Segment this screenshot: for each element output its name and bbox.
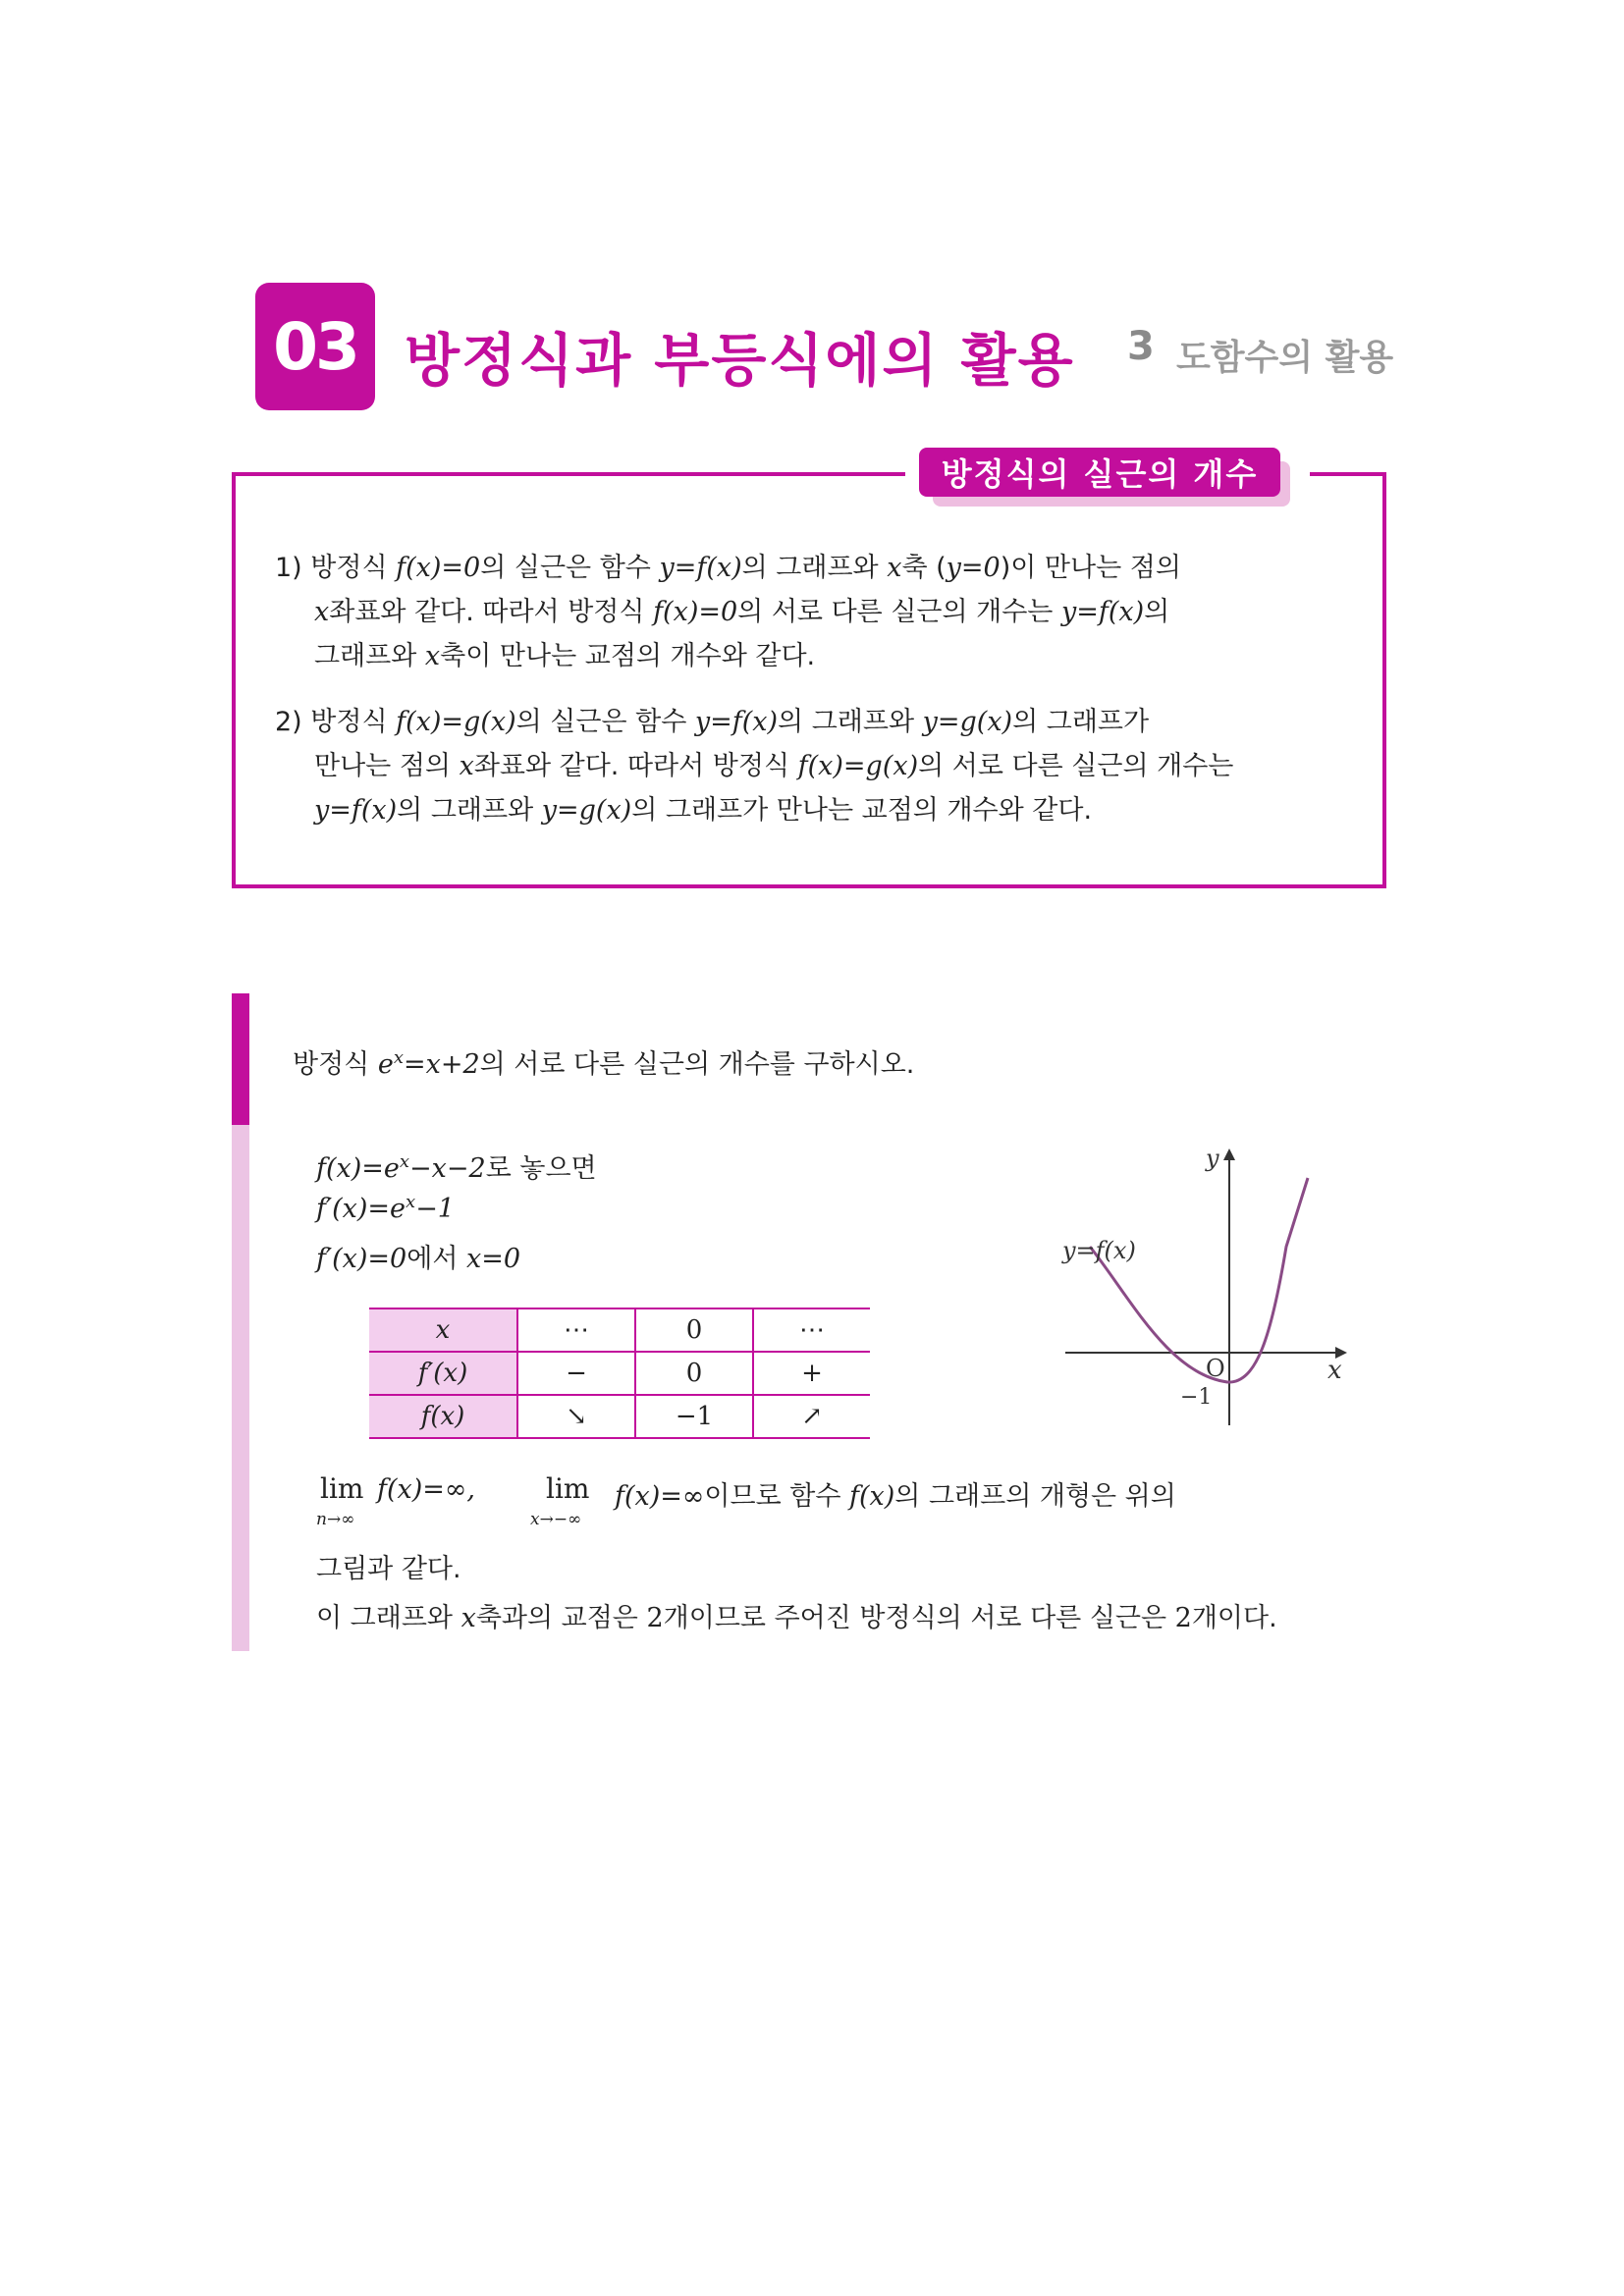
function-graph: [1060, 1139, 1355, 1433]
concept-item1-line2: x좌표와 같다. 따라서 방정식 f(x)=0의 서로 다른 실근의 개수는 y=f(x)의: [314, 597, 1170, 627]
limit1-expression: f(x)=∞,: [377, 1474, 475, 1505]
section-number-badge: 03: [255, 283, 375, 410]
limit2-bottom: x→−∞: [530, 1510, 582, 1529]
problem-statement: 방정식 $e^x=x+2$의 서로 다른 실근의 개수를 구하시오.: [293, 1047, 915, 1080]
curve-label: y=f(x): [1062, 1237, 1136, 1264]
chapter-number: 3: [1127, 324, 1155, 369]
y-axis-label: y: [1206, 1145, 1219, 1172]
concept-item2-line2: 만나는 점의 x좌표와 같다. 따라서 방정식 f(x)=g(x)의 서로 다른 실근의 개수는: [314, 751, 1234, 781]
limit-statement: f(x)=∞이므로 함수 f(x)의 그래프의 개형은 위의: [615, 1481, 1176, 1512]
solution-line3: f′(x)=0에서 x=0: [316, 1244, 521, 1274]
limit2-top: lim: [546, 1472, 590, 1505]
limit1-top: lim: [320, 1472, 364, 1505]
solution-figure-line: 그림과 같다.: [316, 1554, 461, 1584]
concept-tag: 방정식의 실근의 개수: [919, 448, 1280, 497]
solution-conclusion: 이 그래프와 x축과의 교점은 2개이므로 주어진 방정식의 서로 다른 실근은 2개이다.: [316, 1603, 1277, 1633]
solution-bar: [232, 1125, 249, 1651]
concept-item1-line3: 그래프와 x축이 만나는 교점의 개수와 같다.: [314, 641, 816, 671]
minimum-label: −1: [1180, 1385, 1213, 1410]
y-axis-arrow-icon: [1223, 1148, 1235, 1160]
problem-bar: [232, 993, 249, 1125]
chapter-title: 도함수의 활용: [1176, 338, 1394, 378]
table-row: x ⋯ 0 ⋯: [369, 1308, 870, 1352]
variation-table: [369, 1308, 870, 1439]
concept-item1-line1: 1) 방정식 f(x)=0의 실근은 함수 y=f(x)의 그래프와 x축 (y=0)이 만나는 점의: [275, 553, 1181, 583]
section-title: 방정식과 부등식에의 활용: [405, 327, 1075, 394]
concept-item2-line3: y=f(x)의 그래프와 y=g(x)의 그래프가 만나는 교점의 개수와 같다.: [314, 795, 1093, 826]
function-curve: [1090, 1178, 1308, 1382]
table-row: f′(x) − 0 +: [369, 1352, 870, 1395]
origin-label: O: [1206, 1355, 1225, 1382]
concept-item2-line1: 2) 방정식 f(x)=g(x)의 실근은 함수 y=f(x)의 그래프와 y=g(x)의 그래프가: [275, 707, 1150, 737]
limit1-bottom: n→∞: [316, 1510, 355, 1529]
x-axis-label: x: [1327, 1356, 1342, 1385]
solution-line1: $f(x)=e^x-x-2$로 놓으면: [316, 1151, 597, 1184]
table-row: f(x) ↘ −1 ↗: [369, 1395, 870, 1438]
solution-line2: $f'(x)=e^x-1$: [316, 1192, 455, 1224]
